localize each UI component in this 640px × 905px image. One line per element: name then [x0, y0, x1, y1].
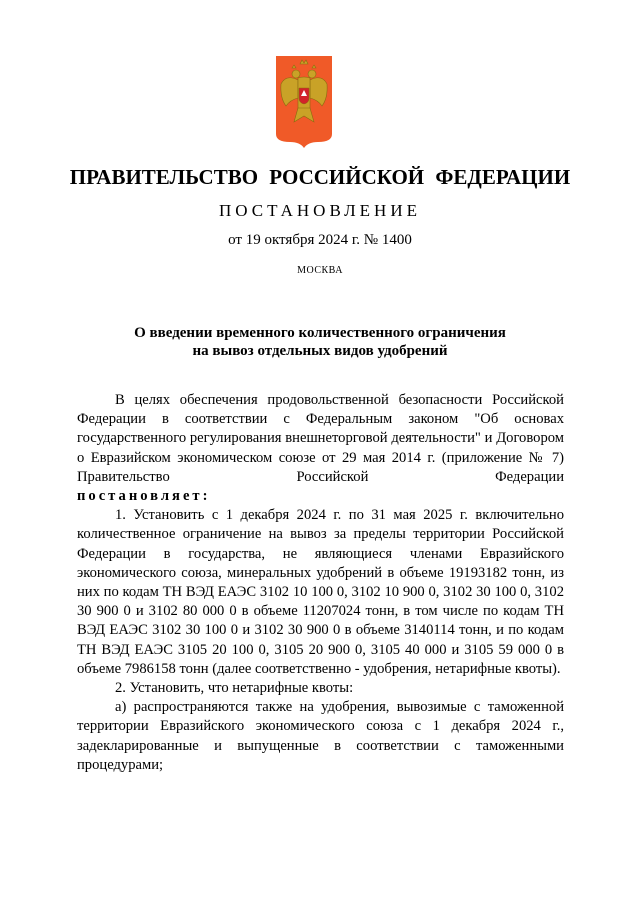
coat-of-arms-icon — [276, 56, 332, 148]
item-2a-paragraph: а) распространяются также на удобрения, вывозимые с таможенной территории Евразийского экономического союза с 1 декабря 2024 г., задекларированные и выпущенные в соответствии с таможенными процедурами; — [77, 699, 564, 773]
resolves-word: постановляет: — [77, 488, 211, 505]
preamble-paragraph: В целях обеспечения продовольственной безопасности Российской Федерации в соответствии с Федеральным законом "Об основах государственного регулирования внешнеторговой деятельности" и Договором о Евразийском экономическом союзе от 29 мая 2014 г. (приложение № 7) Правительство Российской Федерации — [77, 392, 564, 485]
document-heading — [0, 324, 640, 360]
government-title: ПРАВИТЕЛЬСТВО РОССИЙСКОЙ ФЕДЕРАЦИИ — [69, 165, 571, 189]
city-name: МОСКВА — [297, 265, 343, 276]
item-1-paragraph: 1. Установить с 1 декабря 2024 г. по 31 мая 2025 г. включительно количественное ограничение на вывоз за пределы территории Российской Федерации в государства, не являющиеся членами Евразийского экономического союза, минеральных удобрений в объеме 19193182 тонн, из них по кодам ТН ВЭД ЕАЭС 3102 10 100 0, 3102 10 900 0, 3102 30 100 0, 3102 30 900 0 и 3102 80 000 0 в объеме 11207024 тонн, в том числе по кодам ТН ВЭД ЕАЭС 3102 30 100 0 и 3102 30 900 0 в объеме 3140114 тонн, и по кодам ТН ВЭД ЕАЭС 3105 20 100 0, 3105 20 900 0, 3105 40 000 и 3105 59 000 0 в объеме 7986158 тонн (далее соответственно - удобрения, нетарифные квоты). — [77, 507, 564, 677]
document-type: ПОСТАНОВЛЕНИЕ — [218, 201, 421, 220]
document-body — [77, 391, 564, 775]
heading-line-2: на вывоз отдельных видов удобрений — [192, 343, 448, 359]
resolves-paragraph — [77, 487, 564, 506]
item-2-paragraph: 2. Установить, что нетарифные квоты: — [115, 680, 354, 697]
document-date-number: от 19 октября 2024 г. № 1400 — [228, 232, 412, 248]
heading-line-1: О введении временного количественного ограничения — [134, 325, 506, 341]
